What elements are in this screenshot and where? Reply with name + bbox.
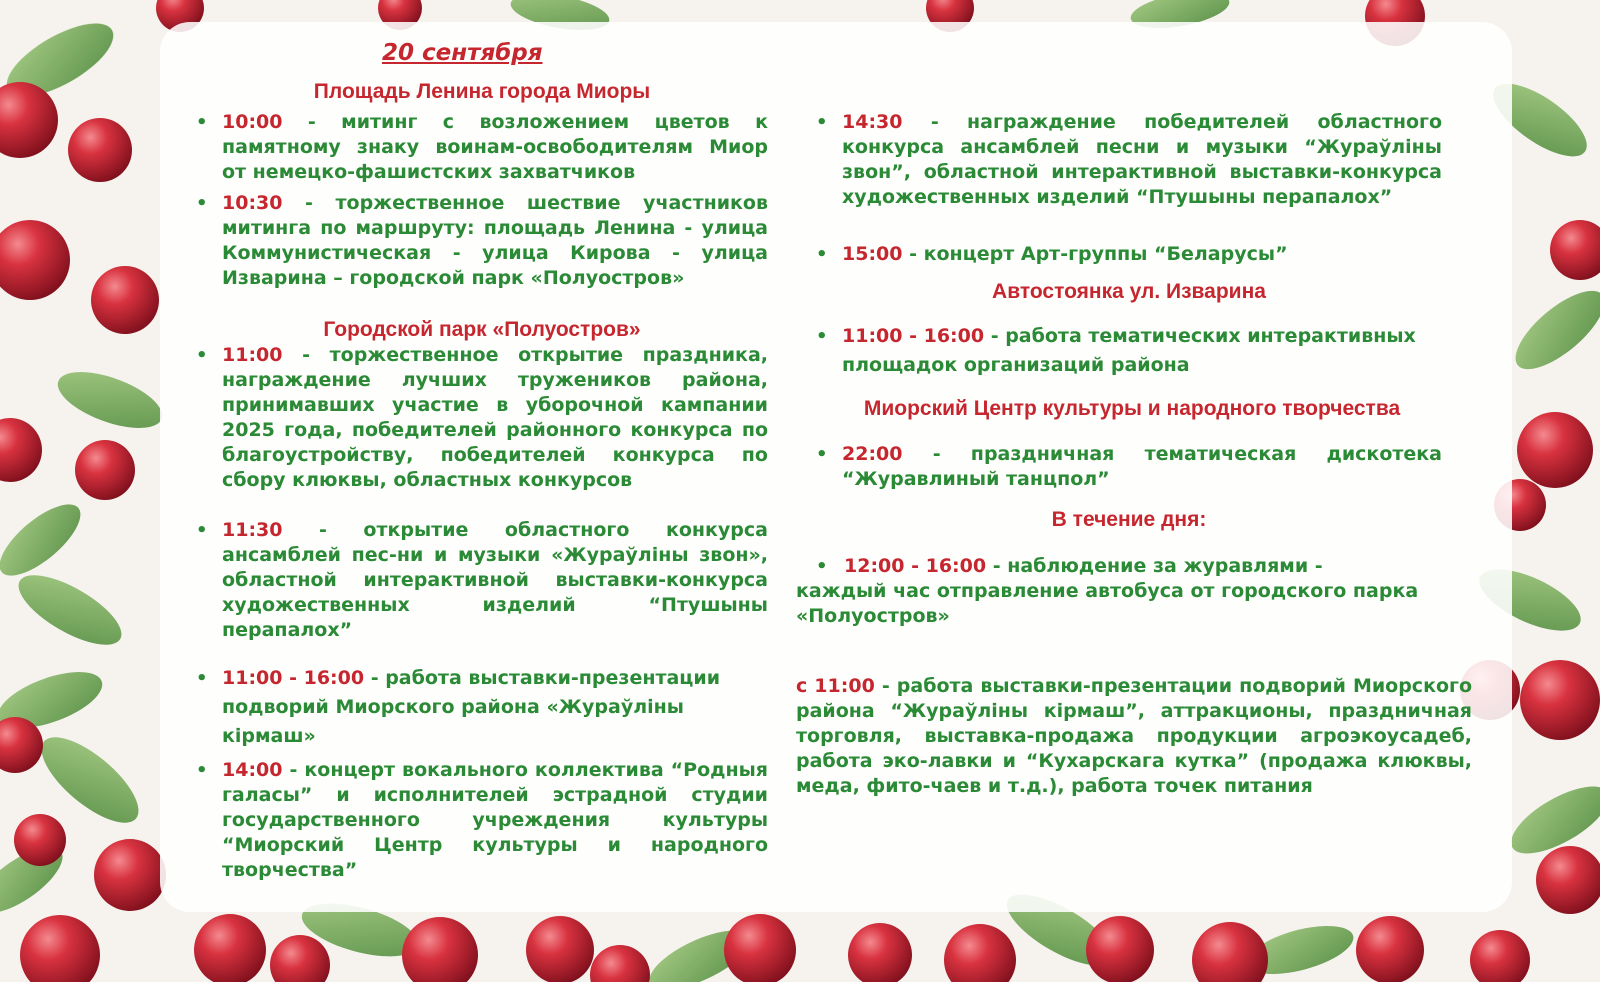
heading-parking: Автостоянка ул. Изварина xyxy=(992,280,1266,303)
schedule-item-1100: • 11:00 - торжественное открытие праздника, награждение лучших тружеников района, принимавших участие в уборочной кампании 2025 года, победителей районного конкурса по благоустройству, победителей конкурса по сбору клюквы, областных конкурсов xyxy=(196,343,768,493)
schedule-item-1500: • 15:00 - концерт Арт-группы “Беларусы” xyxy=(816,242,1442,267)
schedule-item-parking: • 11:00 - 16:00 - работа тематических интерактивных площадок организаций района xyxy=(816,322,1442,380)
schedule-item-1000: • 10:00 - митинг с возложением цветов к памятному знаку воинам-освободителям Миор от немецко-фашистских захватчиков xyxy=(196,110,768,185)
schedule-item-1030: • 10:30 - торжественное шествие участников митинга по маршруту: площадь Ленина - улица Коммунистическая - улица Кирова - улица Изварина – городской парк «Полуостров» xyxy=(196,191,768,291)
schedule-item-1100-1600: • 11:00 - 16:00 - работа выставки-презентации подворий Миорского района «Жураўліны кірмаш» xyxy=(196,664,746,751)
date-title: 20 сентября xyxy=(382,40,543,66)
schedule-item-from-1100: с 11:00 - работа выставки-презентации подворий Миорского района “Жураўліны кірмаш”, аттракционы, праздничная торговля, выставка-продажа продукции агроэкоусадеб, работа эко-лавки и “Кухарскага кутка” (продажа клюквы, меда, фито-чаев и т.д.), работа точек питания xyxy=(796,675,1473,797)
crane-bus-note: каждый час отправление автобуса от городского парка «Полуостров» xyxy=(796,580,1419,627)
heading-culture-center: Миорский Центр культуры и народного творчества xyxy=(863,397,1401,420)
heading-lenin-square: Площадь Ленина города Миоры xyxy=(313,80,651,103)
heading-park: Городской парк «Полуостров» xyxy=(323,318,641,341)
heading-during-day: В течение дня: xyxy=(1051,508,1207,531)
schedule-item-1400: • 14:00 - концерт вокального коллектива “Родныя галасы” и исполнителей эстрадной студии государственного учреждения культуры “Миорский Центр культуры и народного творчества” xyxy=(196,758,768,883)
schedule-item-2200: • 22:00 - праздничная тематическая дискотека “Журавлиный танцпол” xyxy=(816,442,1442,492)
schedule-item-1200-1600: • 12:00 - 16:00 - наблюдение за журавлями - xyxy=(816,554,1472,579)
schedule-item-1430: • 14:30 - награждение победителей областного конкурса ансамблей песни и музыки “Жураўліны звон”, областной интерактивной выставки-конкурса художественных изделий “Птушыны перапалох” xyxy=(816,110,1442,210)
schedule-item-1130: • 11:30 - открытие областного конкурса ансамблей пес-ни и музыки «Жураўліны звон», областной интерактивной выставки-конкурса художественных изделий “Птушыны перапалох” xyxy=(196,518,768,643)
